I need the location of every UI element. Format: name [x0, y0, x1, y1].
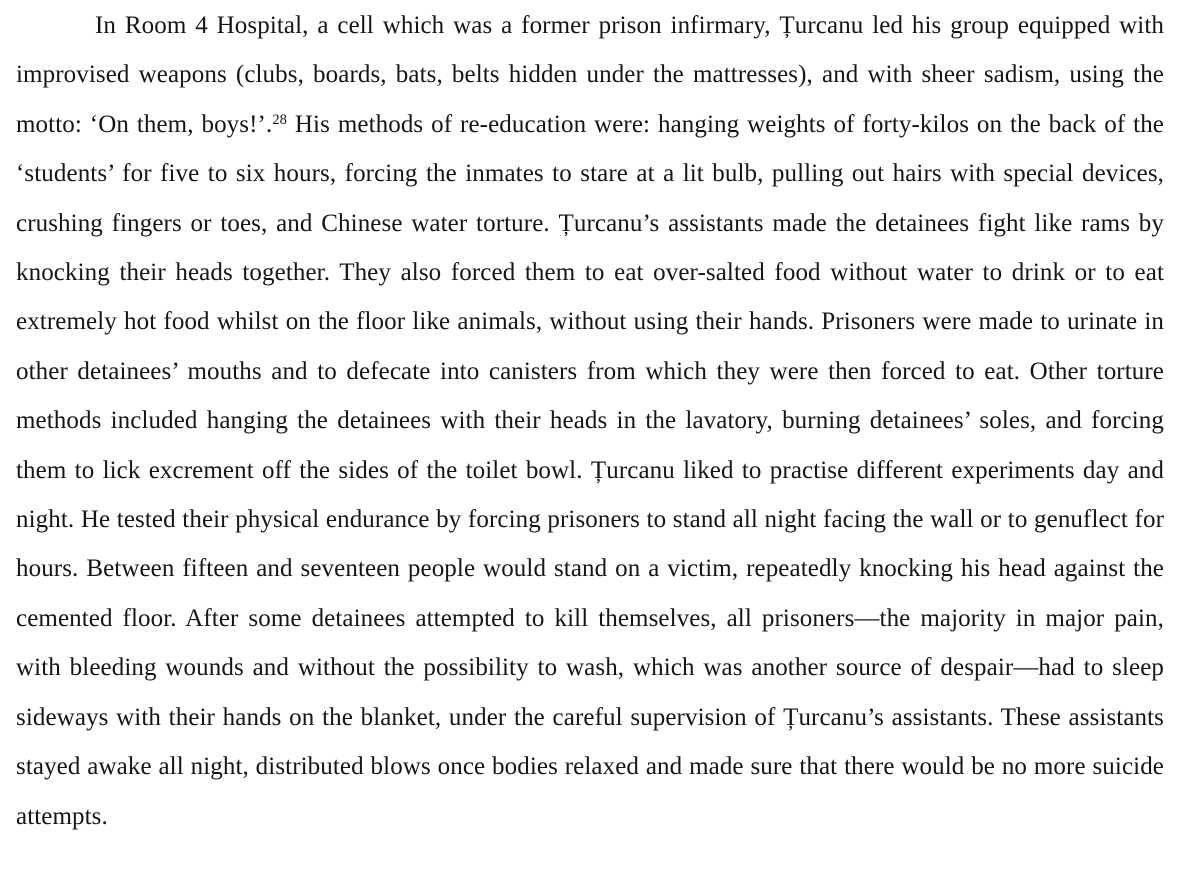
footnote-reference-marker: 28: [272, 111, 288, 128]
paragraph-text-after-footnote: His methods of re-education were: hanging weights of forty-kilos on the back of the ‘students’ for five to six hours, forcing the inmates to stare at a lit bulb, pulling out hairs with special devices, crushing fingers or toes, and Chinese water torture. Țurcanu’s assistants made the detainees fight like rams by knocking their heads together. They also forced them to eat over-salted food without water to drink or to eat extremely hot food whilst on the floor like animals, without using their hands. Prisoners were made to urinate in other detainees’ mouths and to defecate into canisters from which they were then forced to eat. Other torture methods included hanging the detainees with their heads in the lavatory, burning detainees’ soles, and forcing them to lick excrement off the sides of the toilet bowl. Țurcanu liked to practise different experiments day and night. He tested their physical endurance by forcing prisoners to stand all night facing the wall or to genuflect for hours. Between fifteen and seventeen people would stand on a victim, repeatedly knocking his head against the cemented floor. After some detainees attempted to kill themselves, all prisoners—the majority in major pain, with bleeding wounds and without the possibility to wash, which was another source of despair—had to sleep sideways with their hands on the blanket, under the careful supervision of Țurcanu’s assistants. These assistants stayed awake all night, distributed blows once bodies relaxed and made sure that there would be no more suicide attempts.: [16, 110, 1164, 830]
paragraph-text-before-footnote: In Room 4 Hospital, a cell which was a former prison infirmary, Țurcanu led his group equipped with improvised weapons (clubs, boards, bats, belts hidden under the mattresses), and with sheer sadism, using the motto: ‘On them, boys!’.: [16, 12, 1164, 138]
paragraph: [16, 1, 1164, 841]
